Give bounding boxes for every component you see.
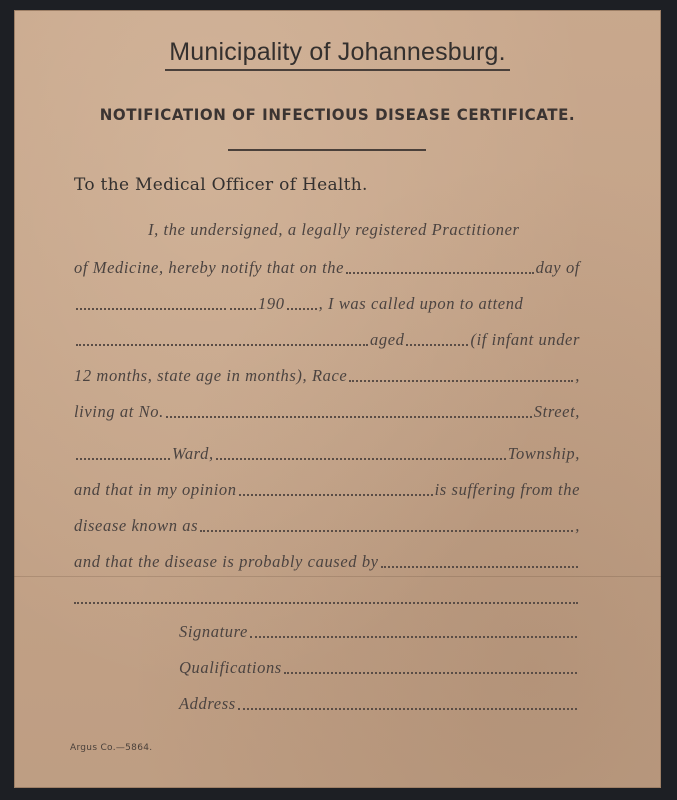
signature-line: [179, 620, 579, 642]
line-year: 190 , I was called upon to attend: [74, 292, 580, 314]
line-disease: disease known as ,: [74, 516, 580, 535]
document-title: Municipality of Johannesburg.: [14, 38, 661, 71]
line-notify-date: of Medicine, hereby notify that on the day of: [74, 258, 580, 277]
signature-field[interactable]: [250, 636, 577, 638]
blank-month[interactable]: [76, 308, 226, 310]
document-subtitle: NOTIFICATION OF INFECTIOUS DISEASE CERTIFICATE.: [99, 105, 576, 124]
blank-race[interactable]: [349, 380, 573, 382]
paper-fold: [14, 576, 661, 577]
qualifications-field[interactable]: [284, 672, 577, 674]
line-cause-continued: [74, 586, 580, 608]
blank-township[interactable]: [216, 458, 506, 460]
address-line: [179, 692, 579, 714]
blank-cause-continued[interactable]: [74, 602, 578, 604]
qualifications-line: [179, 656, 579, 678]
blank-disease[interactable]: [200, 530, 573, 532]
salutation: To the Medical Officer of Health.: [74, 175, 368, 195]
blank-patient-name[interactable]: [76, 344, 368, 346]
blank-person[interactable]: [239, 494, 433, 496]
blank-age[interactable]: [406, 344, 468, 346]
line-cause: and that the disease is probably caused by: [74, 550, 580, 572]
line-patient-age: aged (if infant under: [74, 328, 580, 350]
certificate-sheet: [14, 10, 661, 788]
line-street: living at No. Street,: [74, 402, 580, 421]
blank-ward[interactable]: [76, 458, 170, 460]
signature-label: Signature: [179, 622, 248, 641]
qualifications-label: Qualifications: [179, 658, 282, 677]
blank-day[interactable]: [346, 272, 534, 274]
line-ward-township: Ward, Township,: [74, 442, 580, 464]
line-race: 12 months, state age in months), Race ,: [74, 366, 580, 385]
line-practitioner: I, the undersigned, a legally registered Practitioner: [148, 220, 520, 239]
blank-street[interactable]: [166, 416, 532, 418]
blank-cause[interactable]: [381, 566, 578, 568]
blank-month-extra[interactable]: [230, 308, 256, 310]
line-opinion: and that in my opinion is suffering from the: [74, 480, 580, 499]
title-rule: [228, 149, 426, 151]
address-field[interactable]: [238, 708, 577, 710]
address-label: Address: [179, 694, 236, 713]
printer-imprint: Argus Co.—5864.: [70, 743, 153, 753]
blank-year[interactable]: [287, 308, 317, 310]
